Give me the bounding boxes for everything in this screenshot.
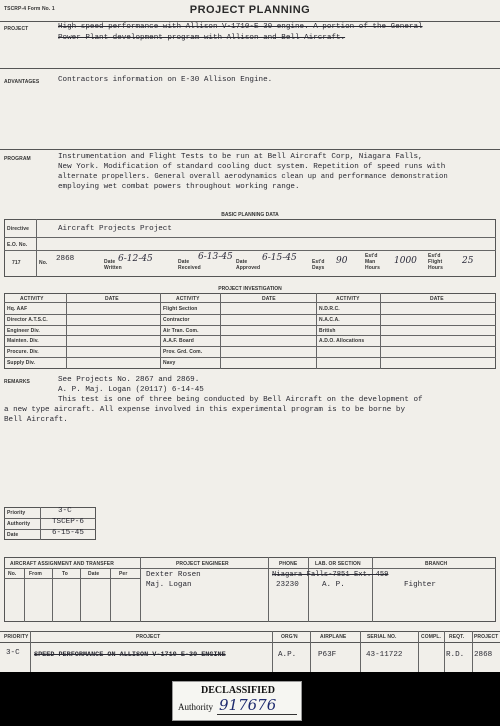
- declassified-title: DECLASSIFIED: [201, 685, 275, 696]
- investigation-row-divider: [4, 314, 496, 315]
- remarks-line-5: Bell Aircraft.: [4, 416, 68, 424]
- investigation-row-divider: [4, 346, 496, 347]
- advantages-text: Contractors information on E-30 Allison Engine.: [58, 76, 273, 84]
- assignment-heading: AIRCRAFT ASSIGNMENT AND TRANSFER: [10, 561, 114, 567]
- sum-col-reqt: REQT.: [449, 634, 465, 640]
- engineer-name-1: Dexter Rosen: [146, 571, 201, 579]
- project-line-1: High speed performance with Allison V-1710-E 30 engine. A portion of the General: [58, 23, 423, 31]
- remarks-line-3: This test is one of three being conducted by Bell Aircraft on the development of: [58, 396, 423, 404]
- declassified-stamp: [172, 681, 302, 721]
- sum-col-compl: COMPL.: [421, 634, 442, 640]
- sum-serial: 43-11722: [366, 651, 403, 659]
- sum-col-airplane: AIRPLANE: [320, 634, 347, 640]
- assign-col-per: Per: [119, 571, 128, 577]
- assign-col-date: Date: [88, 571, 100, 577]
- engineer-branch-2: Fighter: [404, 581, 436, 589]
- investigation-activity: Air Tran. Com.: [163, 327, 199, 334]
- date-written-value: 6-12-45: [118, 254, 153, 264]
- col-date-3: DATE: [430, 296, 444, 302]
- investigation-activity: N.D.R.C.: [319, 306, 340, 312]
- col-activity-2: ACTIVITY: [176, 296, 200, 302]
- program-line-4: employing wet combat powers throughout working range.: [58, 183, 300, 191]
- investigation-activity: Navy: [163, 360, 176, 366]
- date-label: Date: [7, 532, 19, 538]
- est-days-value: 90: [336, 256, 348, 266]
- sum-col-project: PROJECT: [136, 634, 161, 640]
- sum-col-project-no: PROJECT: [474, 634, 499, 640]
- divider: [0, 68, 500, 69]
- authority-value: TSCEP-6: [52, 518, 84, 526]
- investigation-activity: Prov. Grd. Com.: [163, 349, 203, 356]
- date-approved-value: 6-15-45: [262, 253, 297, 263]
- page-title: PROJECT PLANNING: [189, 4, 311, 16]
- priority-label: Priority: [7, 510, 26, 516]
- investigation-activity: Mainten. Div.: [7, 338, 39, 345]
- phone-col: PHONE: [279, 561, 298, 567]
- col-date-2: DATE: [262, 296, 276, 302]
- sum-col-serial: SERIAL NO.: [367, 634, 397, 640]
- sum-airplane: P63F: [318, 651, 337, 659]
- declassified-authority-value: 917676: [219, 696, 277, 714]
- investigation-activity: Contractor: [163, 316, 190, 323]
- eo-label: E.O. No.: [7, 242, 28, 248]
- program-label: PROGRAM: [4, 156, 31, 162]
- program-line-2: New York. Modification of standard cooling duct system. Repetition of speed runs with: [58, 163, 446, 171]
- date-written-label: Date Written: [104, 259, 122, 271]
- sum-project: SPEED PERFORMANCE ON ALLISON V-1710 E-30 ENGINE: [34, 651, 226, 659]
- row-code: 717: [12, 260, 21, 266]
- sum-reqt: R.D.: [446, 651, 465, 659]
- investigation-activity: British: [319, 327, 336, 334]
- remarks-label: REMARKS: [4, 379, 30, 385]
- col-activity-1: ACTIVITY: [20, 296, 44, 302]
- sum-col-priority: PRIORITY: [4, 634, 29, 640]
- project-line-2: Power Plant development program with Allison and Bell Aircraft.: [58, 34, 346, 42]
- no-label: No.: [39, 260, 48, 266]
- investigation-row-divider: [4, 357, 496, 358]
- branch-col: BRANCH: [425, 561, 448, 567]
- investigation-heading: PROJECT INVESTIGATION: [218, 286, 282, 292]
- divider: [0, 149, 500, 150]
- sum-priority: 3-C: [6, 649, 20, 657]
- directive-value: Aircraft Projects Project: [58, 225, 172, 233]
- directive-label: Directive: [7, 226, 30, 232]
- form-id: TSCRP-4 Form No. 1: [4, 6, 55, 12]
- declassified-authority-label: Authority: [178, 702, 213, 712]
- sum-orgn: A.P.: [278, 651, 297, 659]
- engineer-lab-2: A. P.: [322, 581, 345, 589]
- remarks-line-4: a new type aircraft. All expense involved in this experimental program is to be borne by: [4, 406, 406, 414]
- est-man-hours-label: Est'd Man Hours: [365, 253, 380, 271]
- investigation-activity: A.D.O. Allocations: [319, 338, 365, 345]
- priority-value: 3-C: [58, 507, 72, 515]
- est-days-label: Est'd Days: [312, 259, 325, 271]
- remarks-line-1: See Projects No. 2867 and 2869.: [58, 376, 200, 384]
- date-approved-label: Date Approved: [236, 259, 261, 271]
- assign-col-to: To: [62, 571, 68, 577]
- est-flight-hours-value: 25: [462, 256, 474, 266]
- signature-line: [217, 714, 297, 715]
- investigation-activity: Procure. Div.: [7, 349, 39, 356]
- investigation-row-divider: [4, 325, 496, 326]
- assign-col-no: No.: [8, 571, 17, 577]
- advantages-label: ADVANTAGES: [4, 79, 40, 85]
- date-value: 6-15-45: [52, 529, 84, 537]
- engineer-phone-2: 23230: [276, 581, 299, 589]
- investigation-activity: N.A.C.A.: [319, 316, 340, 323]
- project-label: PROJECT: [4, 26, 29, 32]
- col-activity-3: ACTIVITY: [336, 296, 360, 302]
- est-flight-hours-label: Est'd Flight Hours: [428, 253, 443, 271]
- investigation-activity: A.A.F. Board: [163, 338, 194, 345]
- date-received-value: 6-13-45: [198, 252, 233, 262]
- engineer-phone-1: Niagara Falls-7851 Ext. 459: [272, 571, 389, 579]
- sum-project-no: 2868: [474, 651, 493, 659]
- basic-planning-heading: BASIC PLANNING DATA: [221, 212, 279, 218]
- authority-label: Authority: [7, 521, 31, 527]
- program-line-1: Instrumentation and Flight Tests to be run at Bell Aircraft Corp, Niagara Falls,: [58, 153, 423, 161]
- investigation-activity: Engineer Div.: [7, 327, 40, 334]
- lab-col: LAB. OR SECTION: [315, 561, 361, 567]
- investigation-activity: Hq. AAF: [7, 306, 28, 312]
- date-received-label: Date Received: [178, 259, 201, 271]
- investigation-activity: Flight Section: [163, 306, 198, 312]
- engineer-name-2: Maj. Logan: [146, 581, 192, 589]
- sum-col-orgn: ORG'N: [281, 634, 298, 640]
- no-value: 2868: [56, 255, 75, 263]
- remarks-line-2: A. P. Maj. Logan (20117) 6-14-45: [58, 386, 204, 394]
- engineer-col: PROJECT ENGINEER: [176, 561, 229, 567]
- assign-col-from: From: [29, 571, 42, 577]
- investigation-activity: Director A.T.S.C.: [7, 316, 48, 323]
- est-man-hours-value: 1000: [394, 256, 417, 266]
- investigation-activity: Supply Div.: [7, 360, 35, 366]
- program-line-3: alternate propellers. General overall aerodynamics clean up and performance demonstration: [58, 173, 448, 181]
- investigation-row-divider: [4, 335, 496, 336]
- col-date-1: DATE: [105, 296, 119, 302]
